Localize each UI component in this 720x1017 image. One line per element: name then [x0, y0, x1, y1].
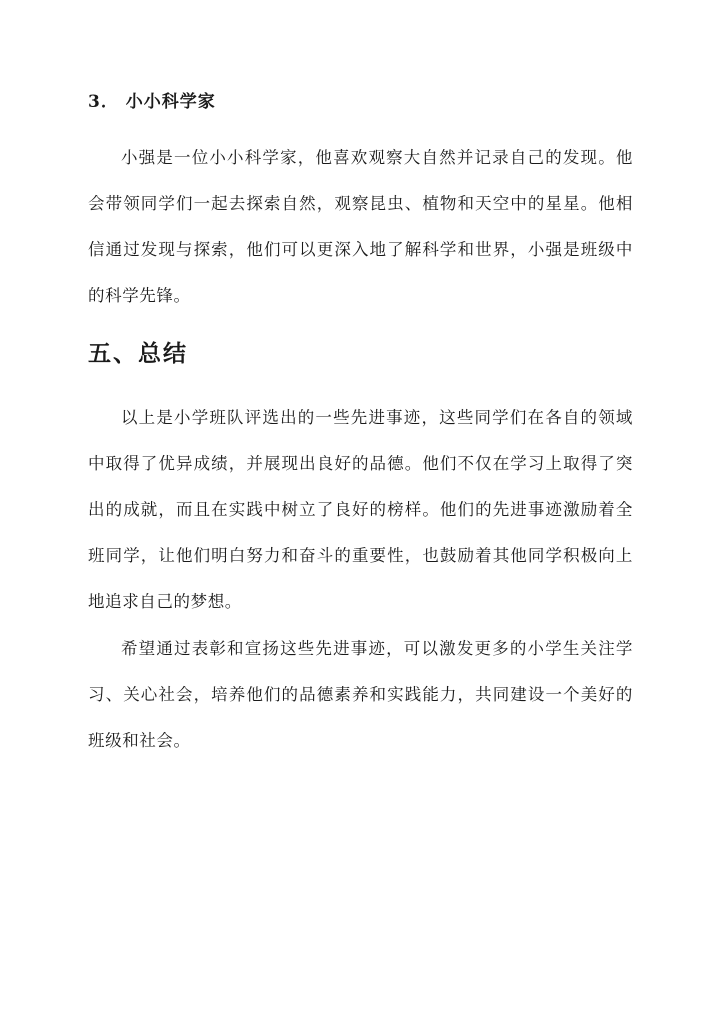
summary-paragraph-2: 希望通过表彰和宣扬这些先进事迹，可以激发更多的小学生关注学习、关心社会，培养他们的品德素养和实践能力，共同建设一个美好的班级和社会。: [88, 639, 633, 750]
summary-paragraph-1: 以上是小学班队评选出的一些先进事迹，这些同学们在各自的领域中取得了优异成绩，并展现出良好的品德。他们不仅在学习上取得了突出的成就，而且在实践中树立了良好的榜样。他们的先进事迹激励着全班同学，让他们明白努力和奋斗的重要性，也鼓励着其他同学积极向上地追求自己的梦想。: [88, 408, 633, 611]
section-5-heading: 五、总结: [88, 340, 188, 367]
section-3-paragraph: 小强是一位小小科学家，他喜欢观察大自然并记录自己的发现。他会带领同学们一起去探索自然，观察昆虫、植物和天空中的星星。他相信通过发现与探索，他们可以更深入地了解科学和世界，小强是班级中的科学先锋。: [88, 148, 633, 305]
section-3-title: 3． 小小科学家: [88, 92, 216, 112]
